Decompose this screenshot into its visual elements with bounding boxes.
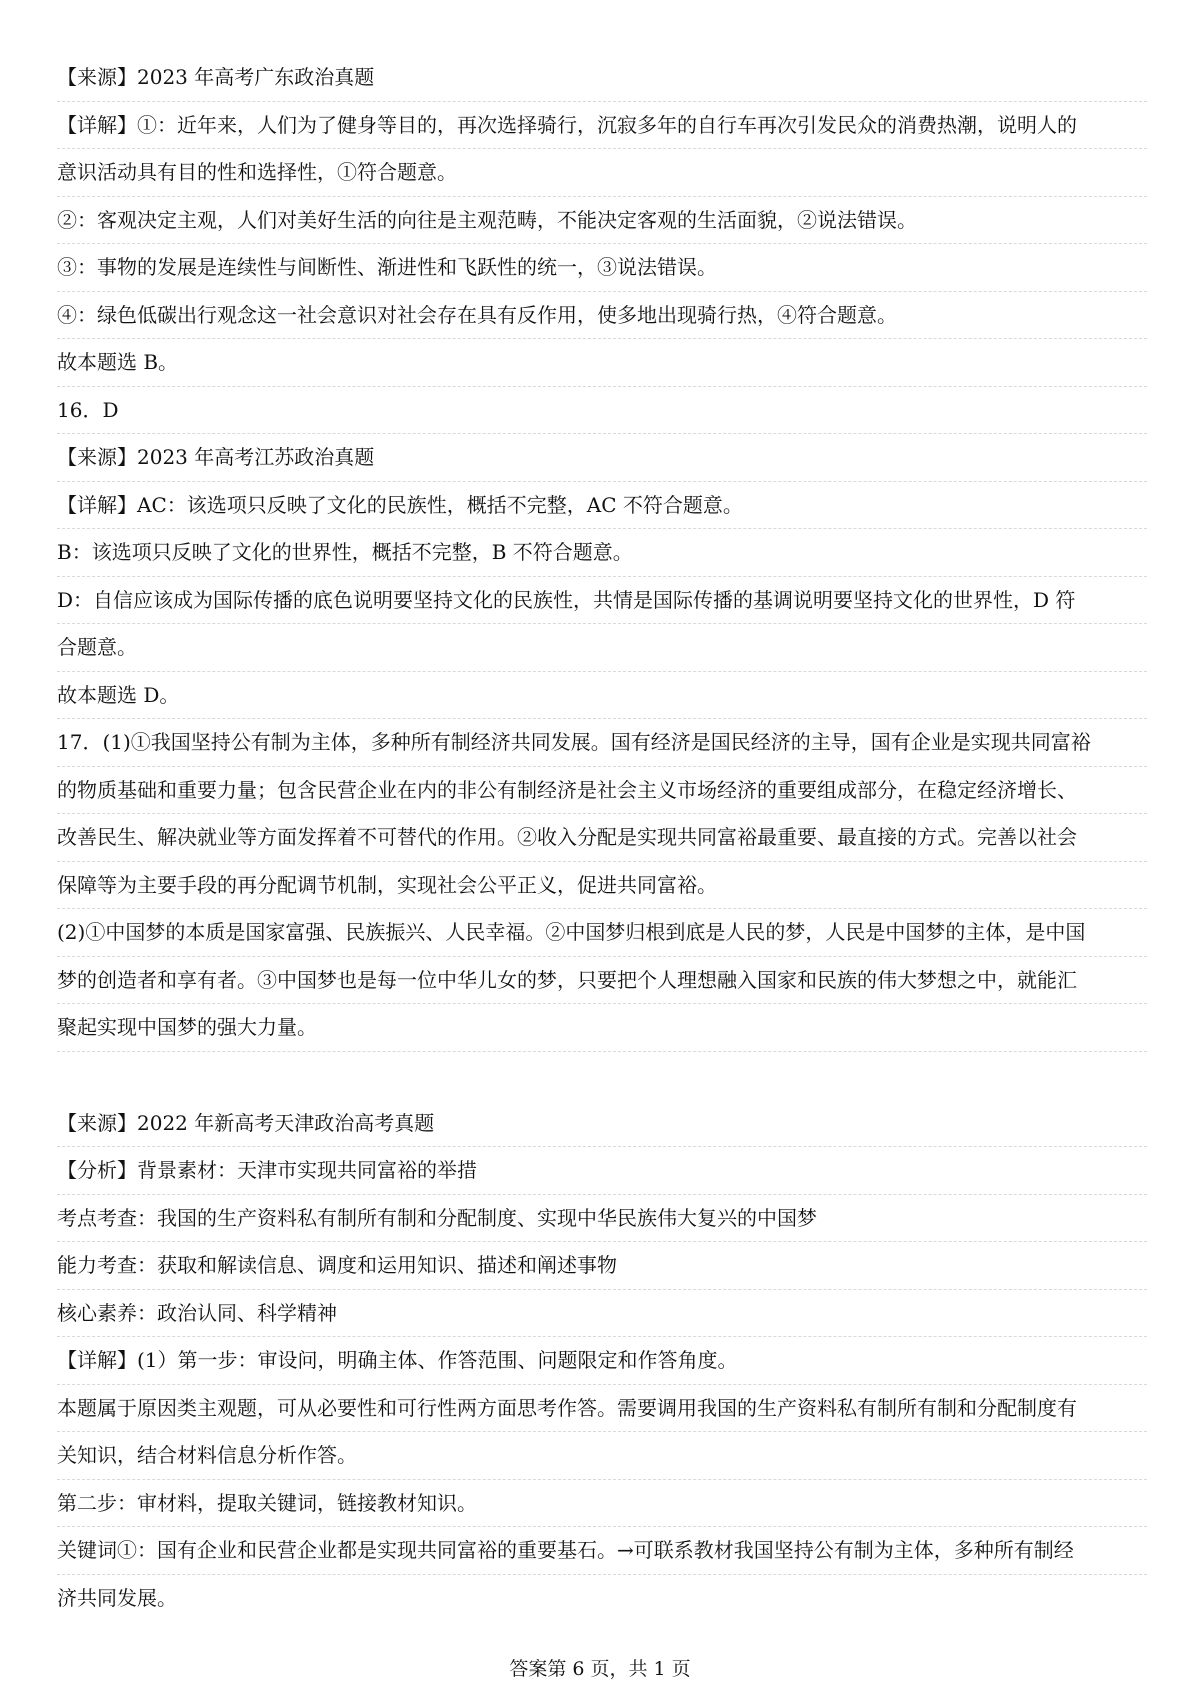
text-line: 故本题选 D。 <box>57 672 1147 720</box>
text-line: 梦的创造者和享有者。③中国梦也是每一位中华儿女的梦，只要把个人理想融入国家和民族的伟大梦想之中，就能汇 <box>57 957 1147 1005</box>
document-body <box>57 54 1147 1622</box>
text-line: 故本题选 B。 <box>57 339 1147 387</box>
text-line: 第二步：审材料，提取关键词，链接教材知识。 <box>57 1480 1147 1528</box>
text-line: 能力考查：获取和解读信息、调度和运用知识、描述和阐述事物 <box>57 1242 1147 1290</box>
text-line: D：自信应该成为国际传播的底色说明要坚持文化的民族性，共情是国际传播的基调说明要坚持文化的世界性，D 符 <box>57 577 1147 625</box>
text-line: 本题属于原因类主观题，可从必要性和可行性两方面思考作答。需要调用我国的生产资料私有制所有制和分配制度有 <box>57 1385 1147 1433</box>
section-gap <box>57 1052 1147 1100</box>
text-line: 意识活动具有目的性和选择性，①符合题意。 <box>57 149 1147 197</box>
page-footer: 答案第 6 页，共 1 页 <box>509 1658 691 1680</box>
text-line: 【分析】背景素材：天津市实现共同富裕的举措 <box>57 1147 1147 1195</box>
text-line: ③：事物的发展是连续性与间断性、渐进性和飞跃性的统一，③说法错误。 <box>57 244 1147 292</box>
text-line: B：该选项只反映了文化的世界性，概括不完整，B 不符合题意。 <box>57 529 1147 577</box>
text-line: ④：绿色低碳出行观念这一社会意识对社会存在具有反作用，使多地出现骑行热，④符合题意。 <box>57 292 1147 340</box>
text-line: 的物质基础和重要力量；包含民营企业在内的非公有制经济是社会主义市场经济的重要组成部分，在稳定经济增长、 <box>57 767 1147 815</box>
text-line: 考点考查：我国的生产资料私有制所有制和分配制度、实现中华民族伟大复兴的中国梦 <box>57 1195 1147 1243</box>
text-line: 16．D <box>57 387 1147 435</box>
text-line: 【来源】2023 年高考江苏政治真题 <box>57 434 1147 482</box>
text-line: 关键词①：国有企业和民营企业都是实现共同富裕的重要基石。→可联系教材我国坚持公有制为主体，多种所有制经 <box>57 1527 1147 1575</box>
text-line: 关知识，结合材料信息分析作答。 <box>57 1432 1147 1480</box>
text-line: 聚起实现中国梦的强大力量。 <box>57 1004 1147 1052</box>
text-line: 【来源】2023 年高考广东政治真题 <box>57 54 1147 102</box>
text-line: 合题意。 <box>57 624 1147 672</box>
text-line: 保障等为主要手段的再分配调节机制，实现社会公平正义，促进共同富裕。 <box>57 862 1147 910</box>
text-line: 【来源】2022 年新高考天津政治高考真题 <box>57 1100 1147 1148</box>
text-line: 【详解】AC：该选项只反映了文化的民族性，概括不完整，AC 不符合题意。 <box>57 482 1147 530</box>
text-line: (2)①中国梦的本质是国家富强、民族振兴、人民幸福。②中国梦归根到底是人民的梦，人民是中国梦的主体，是中国 <box>57 909 1147 957</box>
text-line: 核心素养：政治认同、科学精神 <box>57 1290 1147 1338</box>
text-line: 【详解】①：近年来，人们为了健身等目的，再次选择骑行，沉寂多年的自行车再次引发民众的消费热潮，说明人的 <box>57 102 1147 150</box>
text-line: 改善民生、解决就业等方面发挥着不可替代的作用。②收入分配是实现共同富裕最重要、最直接的方式。完善以社会 <box>57 814 1147 862</box>
text-line: 济共同发展。 <box>57 1585 177 1610</box>
text-line: 17．(1)①我国坚持公有制为主体，多种所有制经济共同发展。国有经济是国民经济的主导，国有企业是实现共同富裕 <box>57 719 1147 767</box>
text-line: 【详解】(1）第一步：审设问，明确主体、作答范围、问题限定和作答角度。 <box>57 1337 1147 1385</box>
text-line: ②：客观决定主观，人们对美好生活的向往是主观范畴，不能决定客观的生活面貌，②说法错误。 <box>57 197 1147 245</box>
